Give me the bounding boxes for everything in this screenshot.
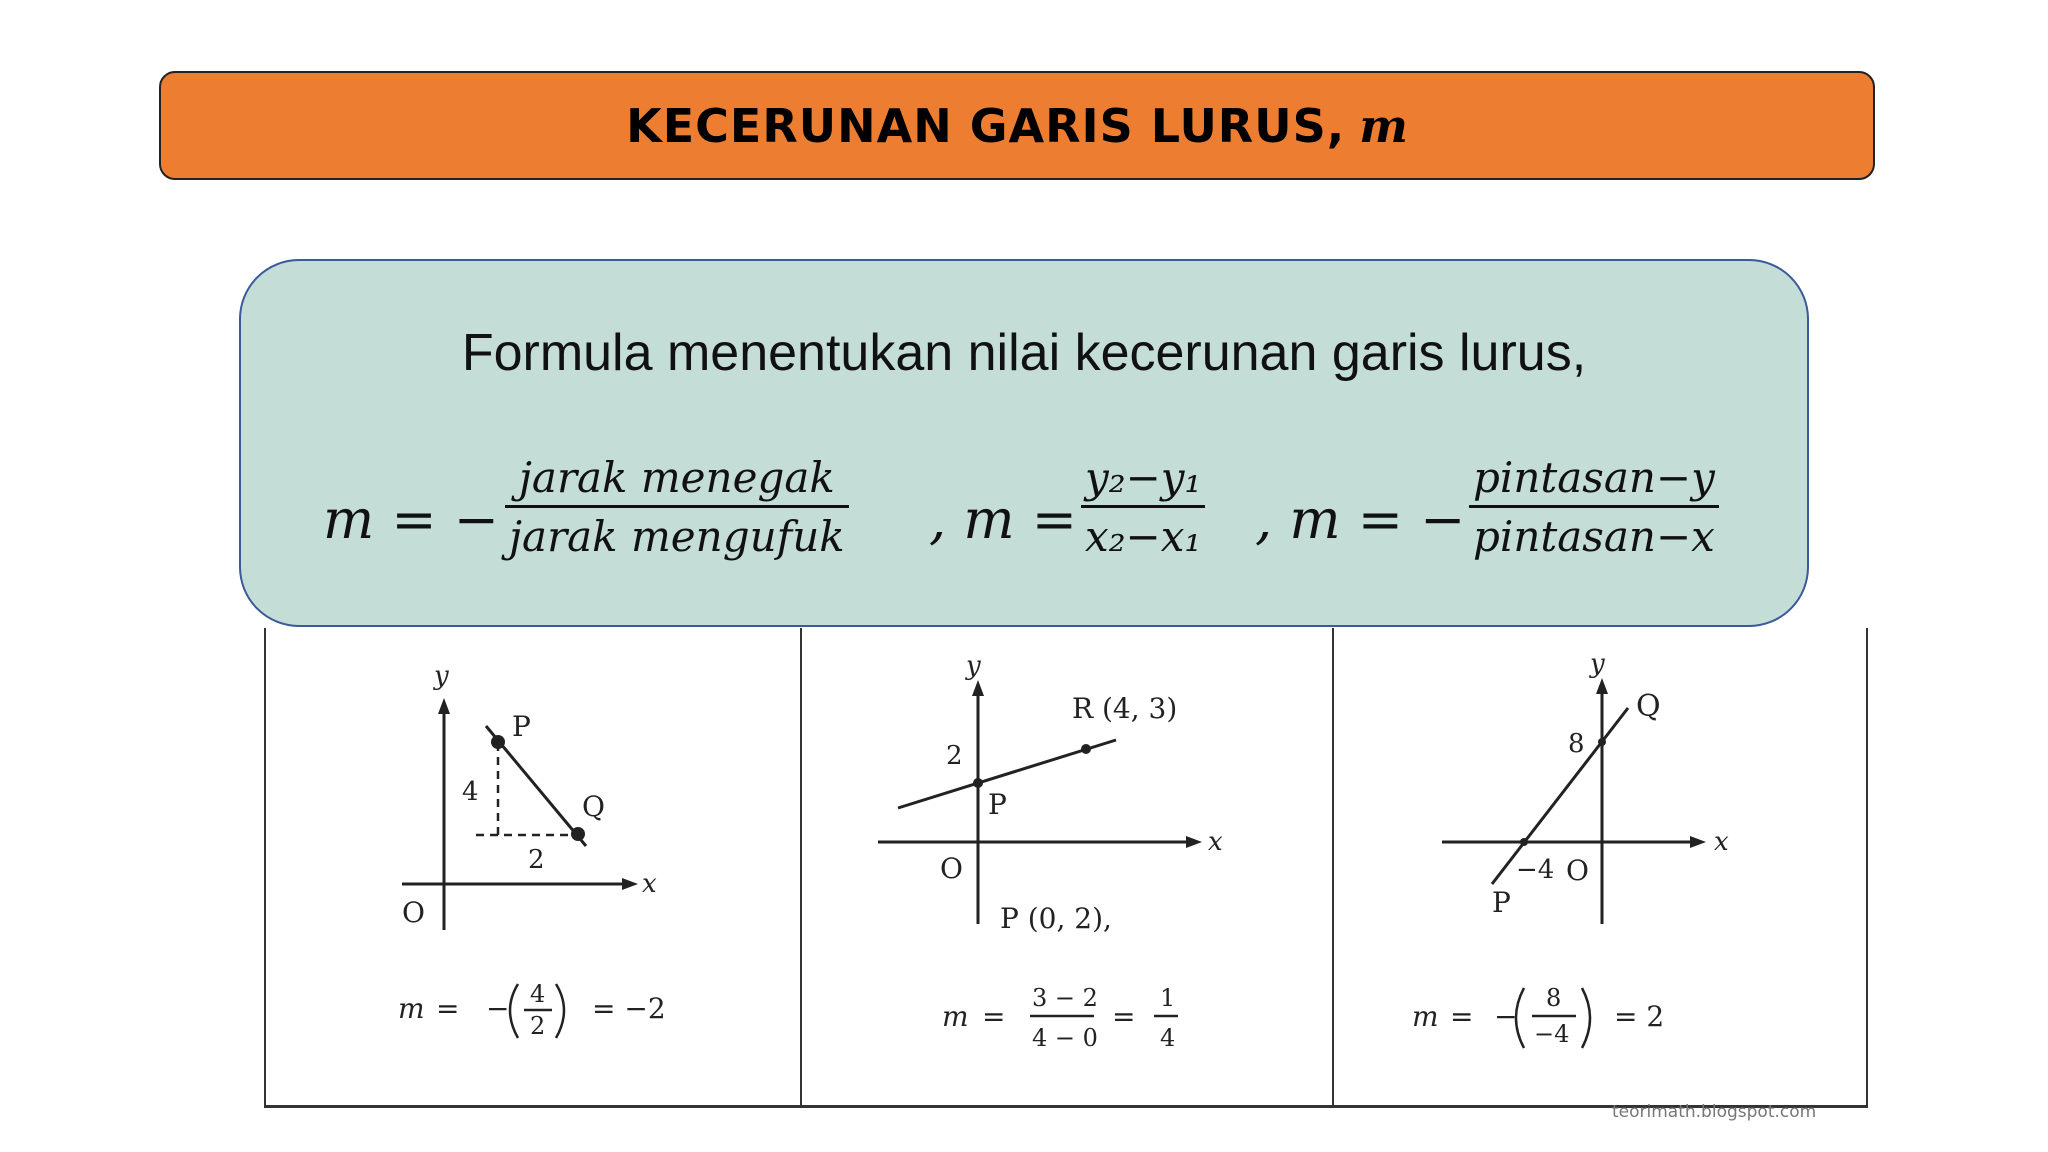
examples-table (264, 628, 1868, 1108)
formula-intro: Formula menentukan nilai kecerunan garis lurus, (461, 324, 1587, 382)
y-axis-arrow-icon (972, 680, 984, 696)
example-panel-3 (1334, 628, 1868, 1108)
fraction-denominator: −4 (1534, 1020, 1570, 1048)
x-axis-arrow-icon (622, 878, 638, 890)
slide-title: KECERUNAN GARIS LURUS, (626, 98, 1346, 153)
point-r-label: R (4, 3) (1072, 692, 1178, 725)
rise-label: 4 (462, 777, 479, 807)
point-r (1081, 744, 1091, 754)
result-numerator: 1 (1160, 984, 1176, 1012)
y-axis-arrow-icon (438, 698, 450, 714)
point-p-label: P (988, 788, 1007, 821)
fraction-denominator: 2 (530, 1012, 546, 1040)
result-value: = 2 (1614, 1000, 1665, 1033)
x-axis-label: x (1208, 827, 1223, 857)
slide-title-variable: m (1359, 98, 1408, 153)
right-paren-icon (556, 984, 564, 1038)
y-axis-label: y (966, 651, 981, 681)
title-banner (159, 71, 1875, 180)
formula-2-lead: , m = (929, 488, 1077, 551)
y-axis-label: y (434, 661, 449, 691)
line-pq (1492, 708, 1628, 884)
result-denominator: 4 (1160, 1024, 1176, 1052)
y-intercept-point (1598, 738, 1606, 746)
x-intercept-point (1520, 838, 1528, 846)
formula-1-fraction (505, 453, 849, 561)
formula-3-denominator: pintasan−x (1469, 505, 1719, 558)
gradient-m-label: m (942, 1000, 969, 1033)
y-axis-arrow-icon (1596, 678, 1608, 694)
formula-box (239, 259, 1809, 627)
origin-label: O (940, 852, 963, 885)
equals-sign-2: = (1112, 1000, 1136, 1033)
fraction-numerator: 4 (530, 980, 546, 1008)
point-q (571, 827, 585, 841)
point-p-label: P (512, 710, 531, 743)
origin-label: O (402, 896, 425, 929)
point-p-coordinates: P (0, 2), (1000, 902, 1112, 935)
y-axis-label: y (1590, 649, 1605, 679)
example-3-graph (1334, 628, 1868, 1108)
equals-sign: = (982, 1000, 1006, 1033)
fraction-numerator: 3 − 2 (1032, 984, 1098, 1012)
minus-sign: − (1494, 1000, 1518, 1033)
y-intercept-label: 2 (946, 741, 963, 771)
example-2-graph (802, 628, 1332, 1108)
watermark: teorimath.blogspot.com (1612, 1102, 1817, 1122)
formula-1-lead: m = − (323, 488, 500, 551)
x-axis-arrow-icon (1186, 836, 1202, 848)
point-q-label: Q (1636, 689, 1661, 724)
x-intercept-label: −4 (1516, 855, 1555, 885)
minus-sign: − (486, 992, 510, 1025)
formula-2-numerator: y₂−y₁ (1085, 453, 1202, 502)
right-paren-icon (1582, 988, 1590, 1048)
left-paren-icon (1516, 988, 1524, 1048)
gradient-m-label: m (398, 992, 425, 1025)
x-axis-arrow-icon (1690, 836, 1706, 848)
fraction-numerator: 8 (1546, 984, 1562, 1012)
origin-label: O (1566, 854, 1589, 887)
formula-3-lead: , m = − (1255, 488, 1466, 551)
point-p-label: P (1492, 886, 1511, 919)
formula-1-numerator: jarak menegak (518, 453, 835, 502)
left-paren-icon (510, 984, 518, 1038)
run-label: 2 (528, 845, 545, 875)
point-p (491, 735, 505, 749)
x-axis-label: x (642, 869, 657, 899)
equals-sign: = (436, 992, 460, 1025)
formula-2-denominator: x₂−x₁ (1081, 505, 1205, 558)
gradient-m-label: m (1412, 1000, 1439, 1033)
formula-3-numerator: pintasan−y (1473, 453, 1715, 502)
formula-2-fraction (1081, 453, 1205, 561)
example-1-graph (266, 628, 800, 1108)
result-value: = −2 (592, 992, 666, 1025)
example-panel-1 (266, 628, 800, 1108)
y-intercept-label: 8 (1568, 729, 1585, 759)
fraction-denominator: 4 − 0 (1032, 1024, 1098, 1052)
x-axis-label: x (1714, 827, 1729, 857)
point-q-label: Q (582, 790, 605, 823)
formula-1-denominator: jarak mengufuk (505, 505, 849, 558)
point-p (973, 778, 983, 788)
equals-sign: = (1450, 1000, 1474, 1033)
formula-3-fraction (1469, 453, 1719, 561)
example-panel-2 (802, 628, 1332, 1108)
